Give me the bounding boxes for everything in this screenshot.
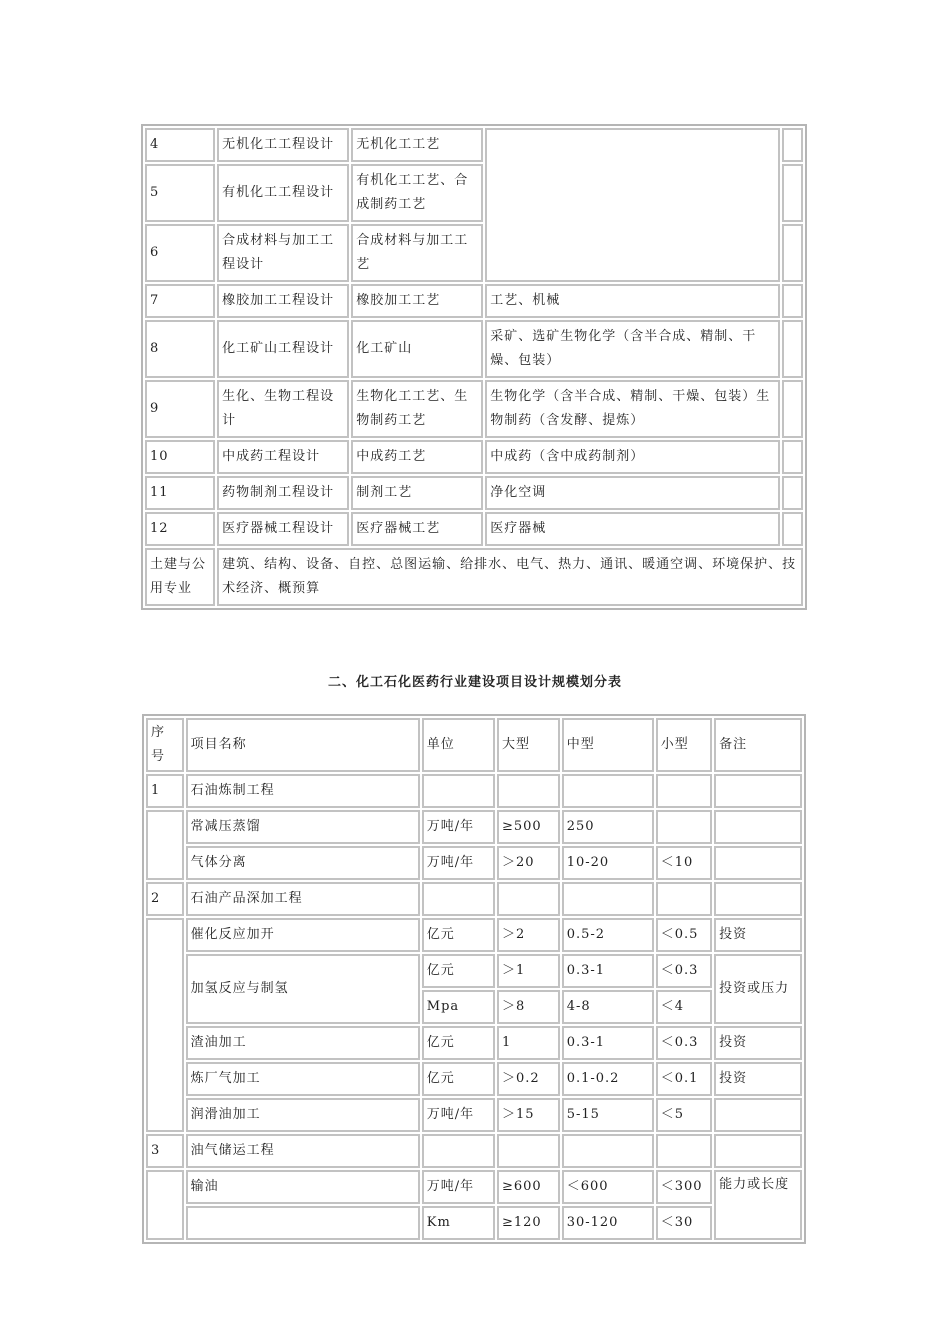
cell-process: 生物化工工艺、生物制药工艺 (351, 380, 483, 438)
cell-extra (782, 164, 803, 222)
cell-extra (782, 320, 803, 378)
table-row (145, 512, 803, 546)
cell-medium: 0.3-1 (562, 954, 654, 988)
cell-no: 11 (145, 476, 215, 510)
cell-process: 无机化工工艺 (351, 128, 483, 162)
cell-small: ＜0.5 (656, 918, 712, 952)
table-row (145, 320, 803, 378)
cell-no: 9 (145, 380, 215, 438)
cell-large: ＞20 (497, 846, 560, 880)
cell-unit: 亿元 (422, 918, 495, 952)
cell-no: 8 (145, 320, 215, 378)
cell-remark (714, 846, 802, 880)
table-row (146, 918, 802, 952)
cell-design: 药物制剂工程设计 (217, 476, 349, 510)
cell-specialty: 生物化学（含半合成、精制、干燥、包装）生物制药（含发酵、提炼） (485, 380, 780, 438)
cell-remark: 投资 (714, 1026, 802, 1060)
table-row (145, 476, 803, 510)
cell-small: ＜4 (656, 990, 712, 1024)
cell-small: ＜30 (656, 1206, 712, 1240)
table-row (146, 810, 802, 844)
cell-unit: Km (422, 1206, 495, 1240)
cell-large (497, 1134, 560, 1168)
cell-no-group (146, 810, 184, 880)
cell-no: 1 (146, 774, 184, 808)
cell-no-group (146, 918, 184, 1132)
cell-process: 橡胶加工工艺 (351, 284, 483, 318)
cell-design: 化工矿山工程设计 (217, 320, 349, 378)
cell-design: 有机化工工程设计 (217, 164, 349, 222)
cell-unit: 万吨/年 (422, 846, 495, 880)
table-row (146, 774, 802, 808)
cell-small: ＜0.1 (656, 1062, 712, 1096)
cell-medium: 4-8 (562, 990, 654, 1024)
cell-medium (562, 882, 654, 916)
cell-medium: 250 (562, 810, 654, 844)
cell-small (656, 810, 712, 844)
cell-specialty: 工艺、机械 (485, 284, 780, 318)
cell-remark: 能力或长度 (714, 1170, 802, 1240)
cell-large: ≥600 (497, 1170, 560, 1204)
cell-extra (782, 380, 803, 438)
cell-name: 常减压蒸馏 (186, 810, 420, 844)
cell-footer-label: 土建与公用专业 (145, 548, 215, 606)
cell-no-group (146, 1170, 184, 1240)
cell-extra (782, 128, 803, 162)
section-title: 二、化工石化医药行业建设项目设计规模划分表 (327, 675, 622, 690)
cell-unit: 万吨/年 (422, 1098, 495, 1132)
cell-no: 6 (145, 224, 215, 282)
cell-medium: 5-15 (562, 1098, 654, 1132)
cell-unit: 万吨/年 (422, 1170, 495, 1204)
cell-specialty: 医疗器械 (485, 512, 780, 546)
cell-name: 催化反应加开 (186, 918, 420, 952)
cell-specialty-empty (485, 128, 780, 282)
table-header-row (146, 718, 802, 772)
cell-extra (782, 440, 803, 474)
cell-medium: 0.5-2 (562, 918, 654, 952)
cell-design: 中成药工程设计 (217, 440, 349, 474)
header-remark: 备注 (714, 718, 802, 772)
cell-name: 石油炼制工程 (186, 774, 420, 808)
cell-no: 3 (146, 1134, 184, 1168)
cell-unit (422, 1134, 495, 1168)
cell-large: ≥120 (497, 1206, 560, 1240)
header-name: 项目名称 (186, 718, 420, 772)
cell-design: 无机化工工程设计 (217, 128, 349, 162)
cell-large (497, 882, 560, 916)
table-row (145, 548, 803, 606)
table-row (146, 882, 802, 916)
cell-small (656, 882, 712, 916)
table-row (145, 284, 803, 318)
cell-large: ＞0.2 (497, 1062, 560, 1096)
table-row (146, 1134, 802, 1168)
table-row (146, 1170, 802, 1204)
header-unit: 单位 (422, 718, 495, 772)
cell-large: ≥500 (497, 810, 560, 844)
cell-design: 合成材料与加工工程设计 (217, 224, 349, 282)
cell-remark: 投资 (714, 918, 802, 952)
cell-unit: 万吨/年 (422, 810, 495, 844)
cell-no: 5 (145, 164, 215, 222)
cell-design: 橡胶加工工程设计 (217, 284, 349, 318)
table-row (145, 380, 803, 438)
cell-no: 2 (146, 882, 184, 916)
cell-remark: 投资或压力 (714, 954, 802, 1024)
cell-specialty: 净化空调 (485, 476, 780, 510)
cell-small: ＜0.3 (656, 954, 712, 988)
cell-name: 输油 (186, 1170, 420, 1204)
cell-medium (562, 1134, 654, 1168)
table-row (145, 440, 803, 474)
cell-name: 渣油加工 (186, 1026, 420, 1060)
table-row (146, 1206, 802, 1240)
cell-name: 油气储运工程 (186, 1134, 420, 1168)
cell-footer-text: 建筑、结构、设备、自控、总图运输、给排水、电气、热力、通讯、暖通空调、环境保护、技术经济、概预算 (217, 548, 803, 606)
cell-no: 12 (145, 512, 215, 546)
cell-large: ＞8 (497, 990, 560, 1024)
header-medium: 中型 (562, 718, 654, 772)
table-row (146, 846, 802, 880)
cell-design: 生化、生物工程设计 (217, 380, 349, 438)
cell-small: ＜10 (656, 846, 712, 880)
cell-process: 中成药工艺 (351, 440, 483, 474)
cell-specialty: 采矿、选矿生物化学（含半合成、精制、干燥、包装） (485, 320, 780, 378)
cell-remark (714, 810, 802, 844)
cell-no: 7 (145, 284, 215, 318)
cell-large: 1 (497, 1026, 560, 1060)
cell-process: 合成材料与加工工艺 (351, 224, 483, 282)
cell-large (497, 774, 560, 808)
cell-extra (782, 284, 803, 318)
table-row (146, 1026, 802, 1060)
cell-extra (782, 224, 803, 282)
cell-no: 10 (145, 440, 215, 474)
cell-process: 化工矿山 (351, 320, 483, 378)
specialty-table (141, 124, 807, 610)
cell-small: ＜0.3 (656, 1026, 712, 1060)
cell-name: 加氢反应与制氢 (186, 954, 420, 1024)
cell-small: ＜5 (656, 1098, 712, 1132)
cell-unit: 亿元 (422, 954, 495, 988)
cell-unit: Mpa (422, 990, 495, 1024)
cell-process: 医疗器械工艺 (351, 512, 483, 546)
cell-medium: ＜600 (562, 1170, 654, 1204)
cell-no: 4 (145, 128, 215, 162)
header-small: 小型 (656, 718, 712, 772)
cell-process: 制剂工艺 (351, 476, 483, 510)
cell-medium (562, 774, 654, 808)
cell-medium: 10-20 (562, 846, 654, 880)
cell-design: 医疗器械工程设计 (217, 512, 349, 546)
cell-remark (714, 882, 802, 916)
cell-unit (422, 774, 495, 808)
scale-table (142, 714, 806, 1244)
cell-name: 石油产品深加工程 (186, 882, 420, 916)
header-large: 大型 (497, 718, 560, 772)
cell-extra (782, 512, 803, 546)
cell-extra (782, 476, 803, 510)
cell-unit (422, 882, 495, 916)
cell-name: 气体分离 (186, 846, 420, 880)
cell-name (186, 1206, 420, 1240)
cell-small (656, 774, 712, 808)
header-no: 序号 (146, 718, 184, 772)
table-row (146, 1098, 802, 1132)
cell-large: ＞2 (497, 918, 560, 952)
cell-small (656, 1134, 712, 1168)
cell-remark (714, 1134, 802, 1168)
cell-remark (714, 774, 802, 808)
cell-process: 有机化工工艺、合成制药工艺 (351, 164, 483, 222)
cell-remark: 投资 (714, 1062, 802, 1096)
table-row (146, 954, 802, 988)
cell-name: 润滑油加工 (186, 1098, 420, 1132)
cell-name: 炼厂气加工 (186, 1062, 420, 1096)
table-row (146, 1062, 802, 1096)
cell-unit: 亿元 (422, 1062, 495, 1096)
cell-medium: 30-120 (562, 1206, 654, 1240)
table-row (145, 128, 803, 162)
cell-specialty: 中成药（含中成药制剂） (485, 440, 780, 474)
cell-remark (714, 1098, 802, 1132)
cell-medium: 0.1-0.2 (562, 1062, 654, 1096)
cell-small: ＜300 (656, 1170, 712, 1204)
cell-unit: 亿元 (422, 1026, 495, 1060)
cell-large: ＞1 (497, 954, 560, 988)
cell-medium: 0.3-1 (562, 1026, 654, 1060)
cell-large: ＞15 (497, 1098, 560, 1132)
